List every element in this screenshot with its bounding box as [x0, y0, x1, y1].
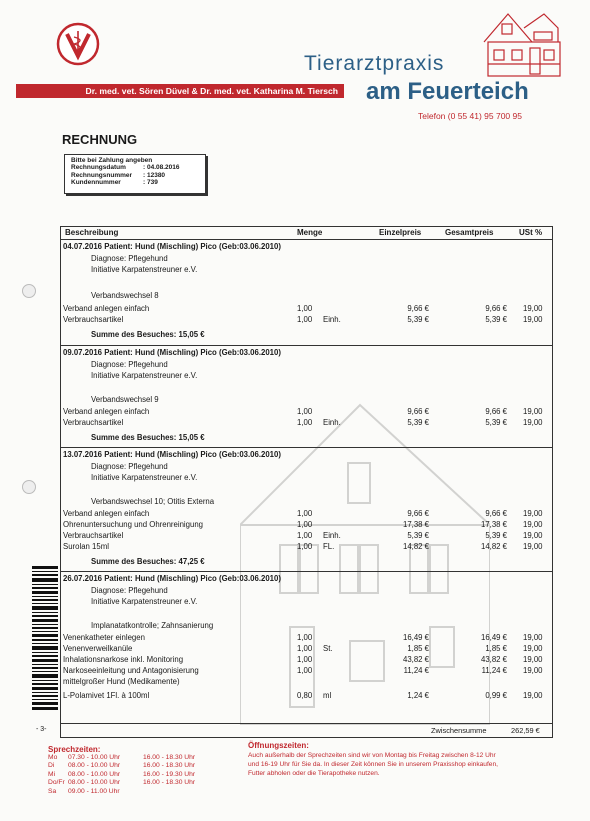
item-vat: 19,00	[523, 666, 543, 675]
hours-row: Mo 07.30 - 10.00 Uhr 16.00 - 18.30 Uhr	[48, 754, 196, 761]
brand-line-1: Tierarztpraxis	[304, 52, 445, 75]
visit-header: 26.07.2016 Patient: Hund (Mischling) Pico (Geb:03.06.2010)	[63, 574, 281, 583]
item-qty: 1,00	[297, 304, 313, 313]
visit-divider	[61, 345, 552, 346]
item-vat: 19,00	[523, 633, 543, 642]
item-desc: Narkoseeinleitung und Antagonisierung	[63, 666, 199, 675]
item-qty: 1,00	[297, 542, 313, 551]
subtotal-label: Zwischensumme	[431, 726, 487, 735]
item-desc: Verbrauchsartikel	[63, 531, 124, 540]
item-qty: 1,00	[297, 633, 313, 642]
item-price: 16,49 €	[402, 633, 429, 642]
item-vat: 19,00	[523, 304, 543, 313]
item-vat: 19,00	[523, 315, 543, 324]
subtotal-divider	[61, 723, 552, 724]
brand-line-2: am Feuerteich	[366, 78, 529, 105]
item-qty: 0,80	[297, 691, 313, 700]
hours-row: Di 08.00 - 10.00 Uhr 16.00 - 18.30 Uhr	[48, 762, 196, 770]
item-price: 14,82 €	[402, 542, 429, 551]
visit-header: 13.07.2016 Patient: Hund (Mischling) Pico (Geb:03.06.2010)	[63, 450, 281, 459]
open-title: Öffnungszeiten:	[248, 741, 309, 750]
house-logo	[478, 8, 564, 78]
visit-sum: Summe des Besuches: 15,05 €	[91, 433, 205, 442]
visit-header: 04.07.2016 Patient: Hund (Mischling) Pico (Geb:03.06.2010)	[63, 242, 281, 251]
item-total: 9,66 €	[485, 304, 507, 313]
punch-hole	[22, 480, 36, 494]
item-desc: Venenverweilkanüle	[63, 644, 133, 653]
item-price: 5,39 €	[407, 315, 429, 324]
page-number: - 3-	[36, 726, 47, 733]
item-desc-continued: mittelgroßer Hund (Medikamente)	[63, 677, 180, 686]
visit-group: Verbandswechsel 8	[91, 291, 159, 300]
item-total: 43,82 €	[480, 655, 507, 664]
document-title: RECHNUNG	[62, 132, 138, 147]
visit-note: Diagnose: Pflegehund	[91, 254, 168, 263]
visit-group: Implanatatkontrolle; Zahnsanierung	[91, 621, 214, 630]
item-total: 5,39 €	[485, 315, 507, 324]
visit-note: Initiative Karpatenstreuner e.V.	[91, 597, 198, 606]
item-total: 9,66 €	[485, 407, 507, 416]
visit-divider	[61, 447, 552, 448]
item-vat: 19,00	[523, 531, 543, 540]
payment-info-heading: Bitte bei Zahlung angeben	[71, 157, 153, 164]
item-vat: 19,00	[523, 691, 543, 700]
phone-number: Telefon (0 55 41) 95 700 95	[418, 111, 522, 121]
item-price: 17,38 €	[402, 520, 429, 529]
item-price: 1,24 €	[407, 691, 429, 700]
item-price: 43,82 €	[402, 655, 429, 664]
item-vat: 19,00	[523, 520, 543, 529]
item-desc: Venenkatheter einlegen	[63, 633, 145, 642]
item-price: 5,39 €	[407, 418, 429, 427]
item-qty: 1,00	[297, 418, 313, 427]
item-qty: 1,00	[297, 315, 313, 324]
item-total: 16,49 €	[480, 633, 507, 642]
item-total: 11,24 €	[481, 666, 507, 675]
hours-title: Sprechzeiten:	[48, 745, 101, 754]
item-qty: 1,00	[297, 520, 313, 529]
item-qty: 1,00	[297, 509, 313, 518]
open-line: Auch außerhalb der Sprechzeiten sind wir von Montag bis Freitag zwischen 8-12 Uhr	[248, 752, 496, 759]
item-unit: Einh.	[323, 418, 341, 427]
invoice-table	[60, 226, 553, 738]
visit-sum: Summe des Besuches: 47,25 €	[91, 557, 205, 566]
item-price: 1,85 €	[407, 644, 429, 653]
item-unit: St.	[323, 644, 333, 653]
item-total: 5,39 €	[485, 418, 507, 427]
visit-header: 09.07.2016 Patient: Hund (Mischling) Pico (Geb:03.06.2010)	[63, 348, 281, 357]
visit-note: Diagnose: Pflegehund	[91, 462, 168, 471]
visit-note: Initiative Karpatenstreuner e.V.	[91, 371, 198, 380]
item-desc: Verbrauchsartikel	[63, 315, 124, 324]
item-desc: Verbrauchsartikel	[63, 418, 124, 427]
item-price: 11,24 €	[403, 666, 429, 675]
table-header	[61, 227, 552, 239]
hours-row: Sa 09.00 - 11.00 Uhr	[48, 787, 120, 795]
visit-note: Initiative Karpatenstreuner e.V.	[91, 265, 198, 274]
item-price: 9,66 €	[407, 304, 429, 313]
item-unit: Einh.	[323, 315, 341, 324]
visit-divider	[61, 571, 552, 572]
item-vat: 19,00	[523, 509, 543, 518]
item-vat: 19,00	[523, 655, 543, 664]
item-desc: Verband anlegen einfach	[63, 304, 150, 313]
barcode	[32, 566, 58, 710]
item-qty: 1,00	[297, 531, 313, 540]
item-total: 1,85 €	[485, 644, 507, 653]
item-qty: 1,00	[297, 407, 313, 416]
item-total: 5,39 €	[485, 531, 507, 540]
item-vat: 19,00	[523, 542, 543, 551]
col-description: Beschreibung	[65, 228, 119, 237]
item-price: 5,39 €	[407, 531, 429, 540]
visit-note: Initiative Karpatenstreuner e.V.	[91, 473, 198, 482]
item-unit: Einh.	[323, 531, 341, 540]
item-unit: FL.	[323, 542, 335, 551]
item-desc: L-Polamivet 1Fl. à 100ml	[63, 691, 150, 700]
item-vat: 19,00	[523, 644, 543, 653]
invoice-date-row: Rechnungsdatum : 04.08.2016	[71, 164, 180, 172]
punch-hole	[22, 284, 36, 298]
col-unit-price: Einzelpreis	[379, 228, 422, 237]
col-quantity: Menge	[297, 228, 323, 237]
item-total: 9,66 €	[485, 509, 507, 518]
item-unit: ml	[323, 691, 332, 700]
item-desc: Verband anlegen einfach	[63, 407, 150, 416]
visit-note: Diagnose: Pflegehund	[91, 360, 168, 369]
item-desc: Verband anlegen einfach	[63, 509, 150, 518]
item-price: 9,66 €	[407, 407, 429, 416]
item-qty: 1,00	[297, 644, 313, 653]
item-vat: 19,00	[523, 407, 543, 416]
visit-sum: Summe des Besuches: 15,05 €	[91, 330, 205, 339]
item-qty: 1,00	[297, 655, 313, 664]
col-vat: USt %	[519, 228, 543, 237]
visit-group: Verbandswechsel 10; Otitis Externa	[91, 497, 215, 506]
visit-group: Verbandswechsel 9	[91, 395, 159, 404]
customer-number-row: Kundennummer : 739	[71, 178, 158, 186]
col-total-price: Gesamtpreis	[445, 228, 494, 237]
item-desc: Ohrenuntersuchung und Ohrenreinigung	[63, 520, 204, 529]
hours-row: Mi 08.00 - 10.00 Uhr 16.00 - 19.30 Uhr	[48, 770, 196, 778]
invoice-number-row: Rechnungsnummer : 12380	[71, 171, 166, 179]
item-vat: 19,00	[523, 418, 543, 427]
payment-info-box	[64, 154, 206, 194]
opening-hours-list	[48, 754, 195, 796]
item-desc: Inhalationsnarkose inkl. Monitoring	[63, 655, 184, 664]
item-total: 0,99 €	[485, 691, 507, 700]
subtotal-value: 262,59 €	[511, 726, 540, 735]
vet-caduceus-logo	[56, 22, 100, 66]
item-total: 14,82 €	[480, 542, 507, 551]
item-total: 17,38 €	[480, 520, 507, 529]
item-desc: Surolan 15ml	[63, 542, 109, 551]
header-divider	[61, 239, 552, 240]
hours-row: Do/Fr 08.00 - 10.00 Uhr 16.00 - 18.30 Uhr	[48, 779, 196, 787]
item-price: 9,66 €	[407, 509, 429, 518]
open-line: Futter abholen oder die Tierapotheke nutzen.	[248, 770, 380, 777]
item-qty: 1,00	[297, 666, 313, 675]
doctors-banner: Dr. med. vet. Sören Düvel & Dr. med. vet. Katharina M. Tiersch	[16, 84, 344, 98]
open-line: und 16-19 Uhr für Sie da. In dieser Zeit können Sie in unserem Praxisshop einkaufen,	[248, 761, 498, 768]
visit-note: Diagnose: Pflegehund	[91, 586, 168, 595]
